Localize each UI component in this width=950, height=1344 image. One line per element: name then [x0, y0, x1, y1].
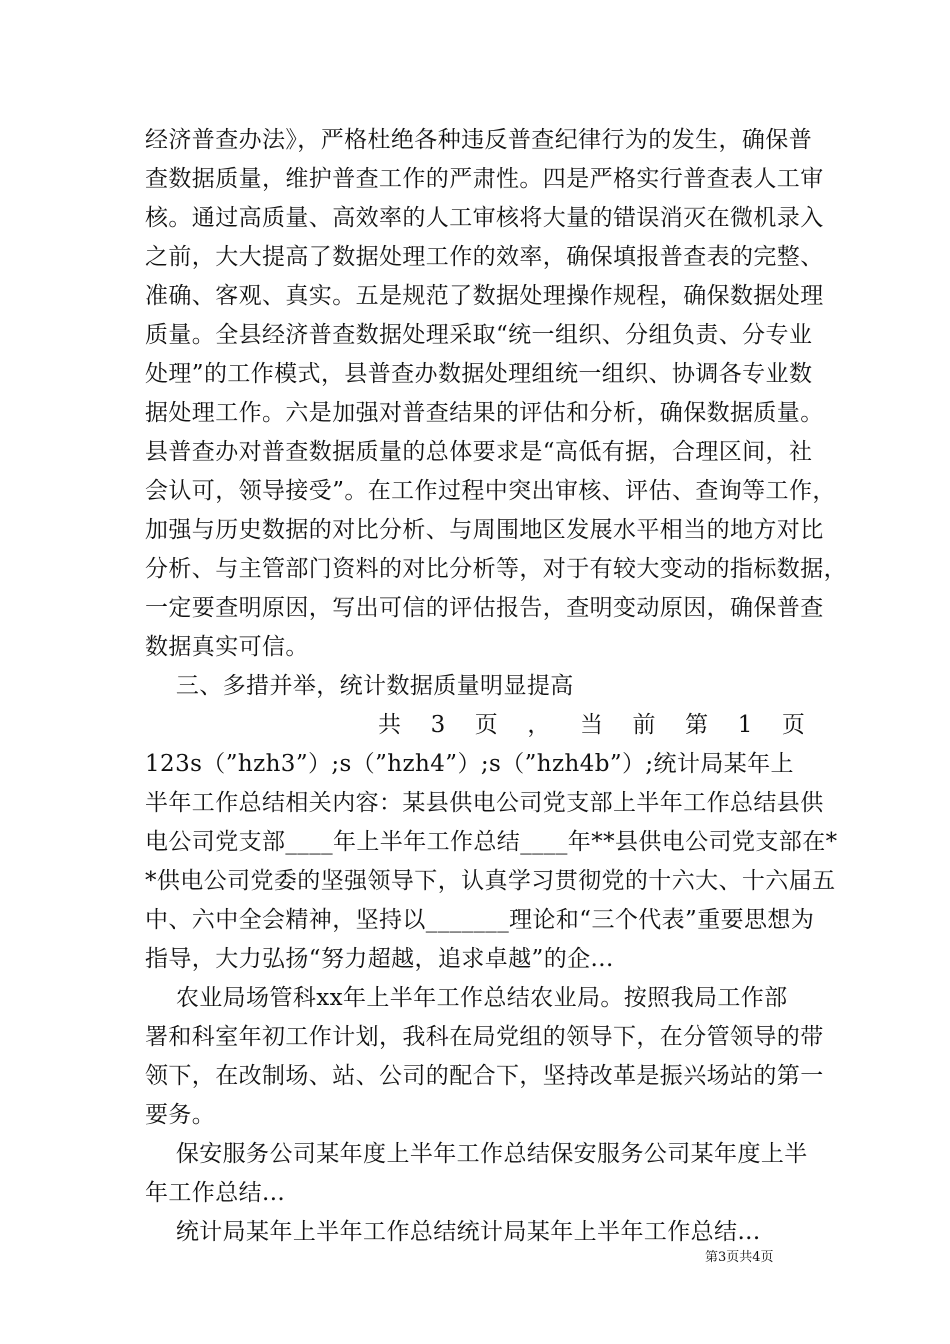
body-text-line: 中、六中全会精神，坚持以_______理论和“三个代表”重要思想为	[145, 907, 815, 933]
body-text-line: 会认可，领导接受”。在工作过程中突出审核、评估、查询等工作，	[145, 478, 836, 504]
body-text-line: 准确、客观、真实。五是规范了数据处理操作规程，确保数据处理	[145, 283, 824, 309]
body-text-line: 农业局场管科xx年上半年工作总结农业局。按照我局工作部	[145, 985, 788, 1011]
page-indicator-char: 第	[685, 712, 709, 738]
body-text-line: 分析、与主管部门资料的对比分析等，对于有较大变动的指标数据，	[145, 556, 847, 582]
body-text-line: 要务。	[145, 1102, 216, 1128]
body-text-line: *供电公司党委的坚强领导下，认真学习贯彻党的十六大、十六届五	[145, 868, 836, 894]
page-indicator-char: 共	[378, 712, 401, 738]
body-text-line: 县普查办对普查数据质量的总体要求是“高低有据，合理区间，社	[145, 439, 813, 465]
body-text-line: 年工作总结...	[145, 1180, 286, 1206]
page-indicator-char: 页	[781, 712, 805, 738]
body-text-line: 电公司党支部____年上半年工作总结____年**县供电公司党支部在*	[145, 829, 838, 855]
body-text-line: 署和科室年初工作计划，我科在局党组的领导下，在分管领导的带	[145, 1024, 824, 1050]
body-text-line: 经济普查办法》，严格杜绝各种违反普查纪律行为的发生，确保普	[145, 127, 813, 153]
body-text-line: 质量。全县经济普查数据处理采取“统一组织、分组负责、分专业	[145, 322, 813, 348]
body-text-line: 保安服务公司某年度上半年工作总结保安服务公司某年度上半	[145, 1141, 808, 1167]
body-text-line: 统计局某年上半年工作总结统计局某年上半年工作总结...	[145, 1219, 761, 1245]
page-footer: 第3页共4页	[705, 1250, 774, 1265]
body-text-line: 123s（”hzh3”）;s（”hzh4”）;s（”hzh4b”）;统计局某年上	[145, 751, 794, 777]
body-text-line: 据处理工作。六是加强对普查结果的评估和分析，确保数据质量。	[145, 400, 824, 426]
page-indicator-char: ，	[527, 712, 551, 738]
body-text-line: 之前，大大提高了数据处理工作的效率，确保填报普查表的完整、	[145, 244, 824, 270]
page-indicator-char: 页	[474, 712, 498, 738]
body-text-line: 数据真实可信。	[145, 634, 309, 660]
section-heading: 三、多措并举，统计数据质量明显提高	[145, 673, 574, 699]
body-text-line: 指导，大力弘扬“努力超越，追求卓越”的企...	[145, 946, 614, 972]
body-text-line: 处理”的工作模式，县普查办数据处理组统一组织、协调各专业数	[145, 361, 813, 387]
body-text-line: 半年工作总结相关内容：某县供电公司党支部上半年工作总结县供	[145, 790, 824, 816]
body-text-line: 查数据质量，维护普查工作的严肃性。四是严格实行普查表人工审	[145, 166, 824, 192]
page-indicator-char: 1	[737, 712, 753, 738]
page-indicator-char: 3	[430, 712, 446, 738]
body-text-line: 一定要查明原因，写出可信的评估报告，查明变动原因，确保普查	[145, 595, 824, 621]
body-text-line: 加强与历史数据的对比分析、与周围地区发展水平相当的地方对比	[145, 517, 824, 543]
page-indicator-char: 当	[579, 712, 603, 738]
body-text-line: 核。通过高质量、高效率的人工审核将大量的错误消灭在微机录入	[145, 205, 824, 231]
page-indicator-char: 前	[632, 712, 656, 738]
page-indicator	[378, 711, 805, 739]
body-text-line: 领下，在改制场、站、公司的配合下，坚持改革是振兴场站的第一	[145, 1063, 824, 1089]
